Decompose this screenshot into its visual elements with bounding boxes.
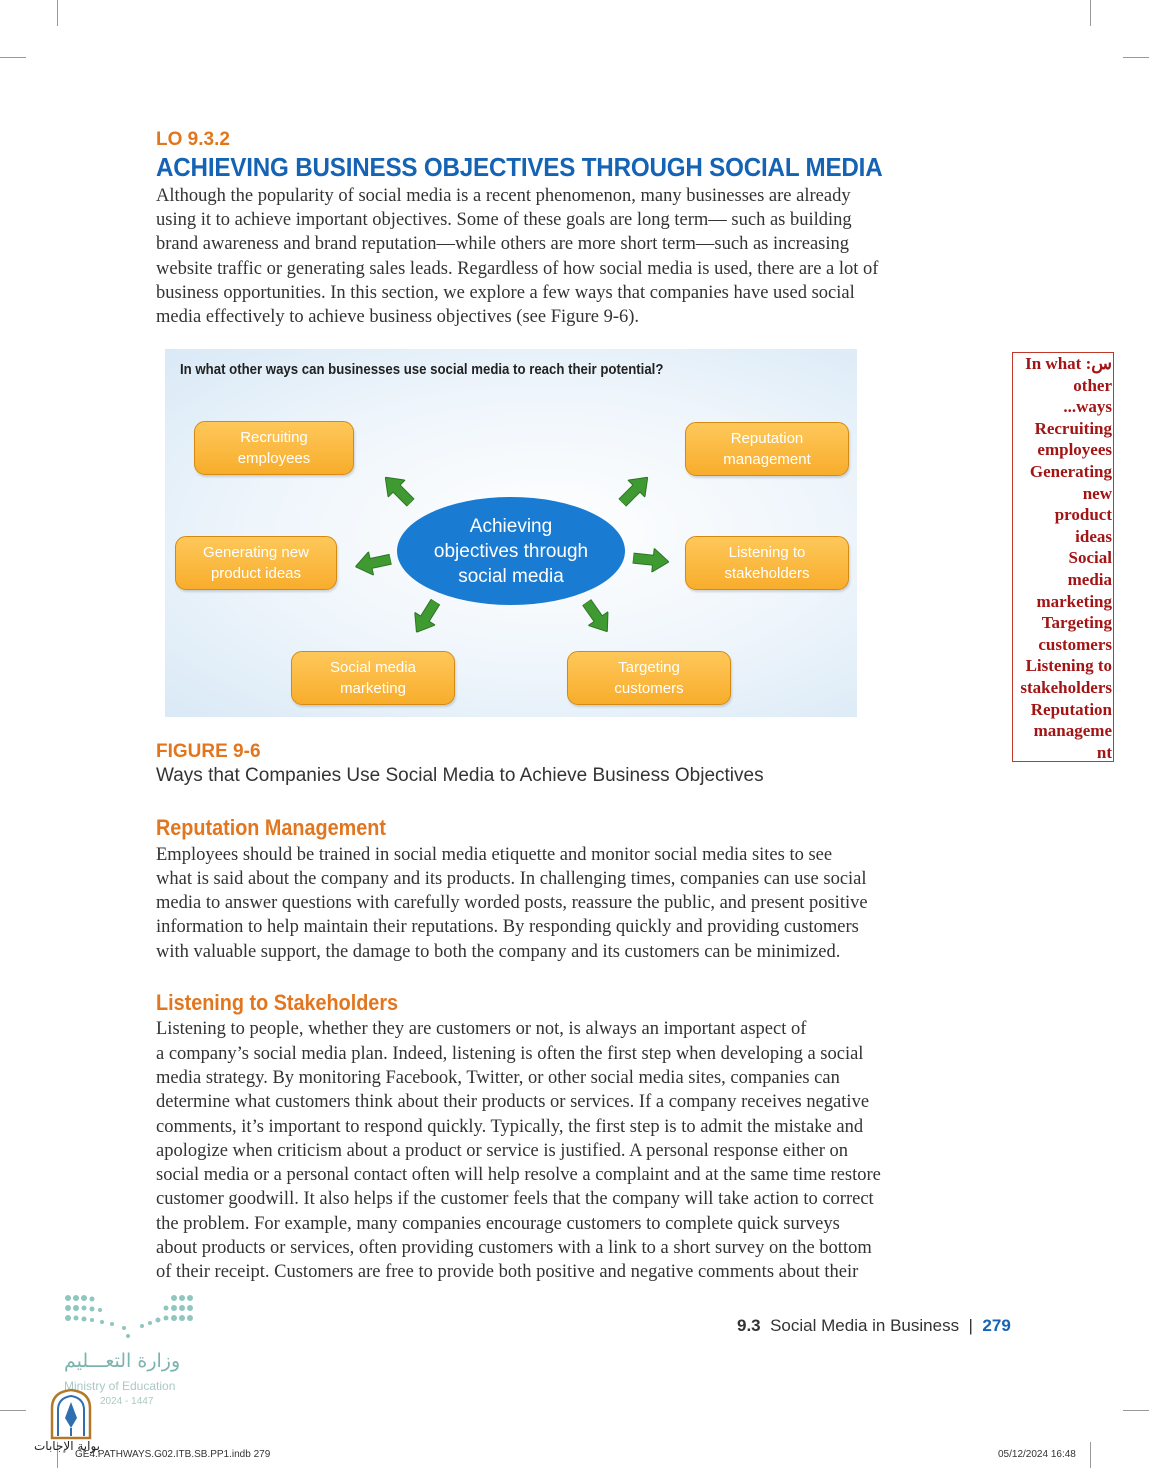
footer-section-label [737,1316,1011,1336]
reputation-line: Employees should be trained in social media etiquette and monitor social media sites to see [156,845,833,865]
footer-section-number: 9.3 [737,1316,761,1335]
box-label: stakeholders [724,565,810,582]
box-social-media-marketing [291,651,455,705]
annotation-line: Recruiting [1034,418,1112,438]
annotation-line: other [1073,375,1112,395]
center-label: objectives through [433,540,589,562]
listening-line: a company’s social media plan. Indeed, listening is often the first step when developing a social [156,1044,864,1064]
box-label: marketing [340,680,406,697]
intro-line: using it to achieve important objectives. Some of these goals are long term— such as building [156,210,852,230]
listening-line: apologize when criticism about a product or service is justified. A personal response either on [156,1141,849,1161]
arrow-to-targeting-icon [577,595,617,638]
answer-annotation [1012,352,1114,762]
reputation-line: media to answer questions with carefully worded posts, reassure the public, and present positive [156,893,868,913]
ministry-logo-dots-icon [62,1290,202,1340]
arrow-to-generating-icon [353,548,393,579]
reputation-line: with valuable support, the damage to both the company and its customers can be minimized. [156,942,841,962]
reputation-line: information to help maintain their reputations. By responding quickly and providing customers [156,917,859,937]
intro-line: business opportunities. In this section, we explore a few ways that companies have used social [156,283,855,303]
center-label: Achieving [469,515,553,537]
answer-gateway-logo-icon [48,1388,94,1440]
box-label: employees [237,450,311,467]
crop-mark [57,0,58,26]
figure-diagram [165,349,857,717]
crop-mark [0,57,26,58]
arrow-to-recruiting-icon [377,469,419,511]
figure-caption: Ways that Companies Use Social Media to Achieve Business Objectives [156,765,764,786]
listening-line: social media or a personal contact often will help resolve a complaint and at the same time restore [156,1165,881,1185]
annotation-line: customers [1038,634,1112,654]
annotation-line: Generating [1029,461,1112,481]
intro-line: Although the popularity of social media is a recent phenomenon, many businesses are already [156,186,851,206]
heading-reputation-management: Reputation Management [156,815,386,840]
arrow-to-marketing-icon [406,595,445,638]
crop-mark [1123,57,1149,58]
crop-mark [0,1410,26,1411]
annotation-line: ...ways [1063,397,1112,417]
intro-line: website traffic or generating sales leads. Regardless of how social media is used, there are a lot of [156,259,879,279]
annotation-line: new [1082,483,1112,503]
box-label: Targeting [618,659,680,676]
crop-mark [1090,1442,1091,1468]
annotation-line: media [1067,569,1112,589]
annotation-line: ideas [1075,526,1112,546]
intro-line: brand awareness and brand reputation—while others are more short term—such as increasing [156,234,850,254]
reputation-line: what is said about the company and its products. In challenging times, companies can use social [156,869,867,889]
heading-listening-to-stakeholders: Listening to Stakeholders [156,990,399,1015]
annotation-line: manageme [1033,721,1112,741]
print-slug-file: GE4.PATHWAYS.G02.ITB.SB.PP1.indb 279 [75,1449,271,1460]
annotation-line: marketing [1036,591,1112,611]
box-generating-product-ideas [175,536,337,590]
box-label: Reputation [730,430,804,447]
box-label: Listening to [728,544,806,561]
box-label: customers [614,680,684,697]
crop-mark [1090,0,1091,26]
arrow-to-reputation-icon [614,469,656,511]
listening-line: customer goodwill. It also helps if the customer feels that the company will take action to correct [156,1189,874,1209]
listening-line: Listening to people, whether they are customers or not, is always an important aspect of [156,1019,807,1039]
center-ellipse [397,497,625,605]
answer-gateway-name: بوابة الإجابات [34,1439,101,1453]
box-recruiting-employees [194,421,354,475]
annotation-line: Listening to [1025,656,1112,676]
box-label: Generating new [203,544,309,561]
intro-line: media effectively to achieve business objectives (see Figure 9-6). [156,307,640,327]
annotation-line: Reputation [1030,699,1112,719]
box-label: product ideas [210,565,302,582]
annotation-line: nt [1096,742,1112,762]
listening-line: determine what customers think about their products or services. If a company receives negative [156,1092,870,1112]
listening-line: comments, it’s important to respond quickly. Typically, the first step is to admit the mistake and [156,1117,864,1137]
annotation-line: employees [1037,440,1112,460]
ministry-year: 2024 - 1447 [100,1396,154,1407]
annotation-line: In what :س [1025,354,1112,373]
center-label: social media [458,565,564,587]
lo-code: LO 9.3.2 [156,129,230,150]
box-listening-to-stakeholders [685,536,849,590]
ministry-name-arabic: وزارة التعـــليم [64,1350,181,1372]
footer-separator: | [968,1316,973,1335]
annotation-line: product [1054,505,1112,525]
page-number: 279 [982,1316,1011,1335]
listening-line: the problem. For example, many companies encourage customers to complete quick surveys [156,1214,840,1234]
listening-line: about products or services, often providing customers with a link to a short survey on the bottom [156,1238,872,1258]
annotation-line: stakeholders [1020,677,1112,697]
print-slug-date: 05/12/2024 16:48 [998,1449,1076,1460]
box-reputation-management [685,422,849,476]
figure-label: FIGURE 9-6 [156,741,261,762]
listening-line: of their receipt. Customers are free to provide both positive and negative comments about their [156,1262,859,1282]
box-label: Recruiting [240,429,308,446]
figure-question: In what other ways can businesses use social media to reach their potential? [180,361,664,378]
crop-mark [1123,1410,1149,1411]
section-title: ACHIEVING BUSINESS OBJECTIVES THROUGH SOCIAL MEDIA [156,152,883,182]
arrow-to-listening-icon [632,546,670,574]
box-label: management [723,451,811,468]
annotation-line: Social [1068,548,1112,568]
listening-line: media strategy. By monitoring Facebook, Twitter, or other social media sites, companies can [156,1068,840,1088]
ministry-name-english: Ministry of Education [64,1379,176,1393]
box-targeting-customers [567,651,731,705]
annotation-line: Targeting [1041,613,1112,633]
box-label: Social media [330,659,416,676]
footer-section-title: Social Media in Business [770,1316,960,1335]
